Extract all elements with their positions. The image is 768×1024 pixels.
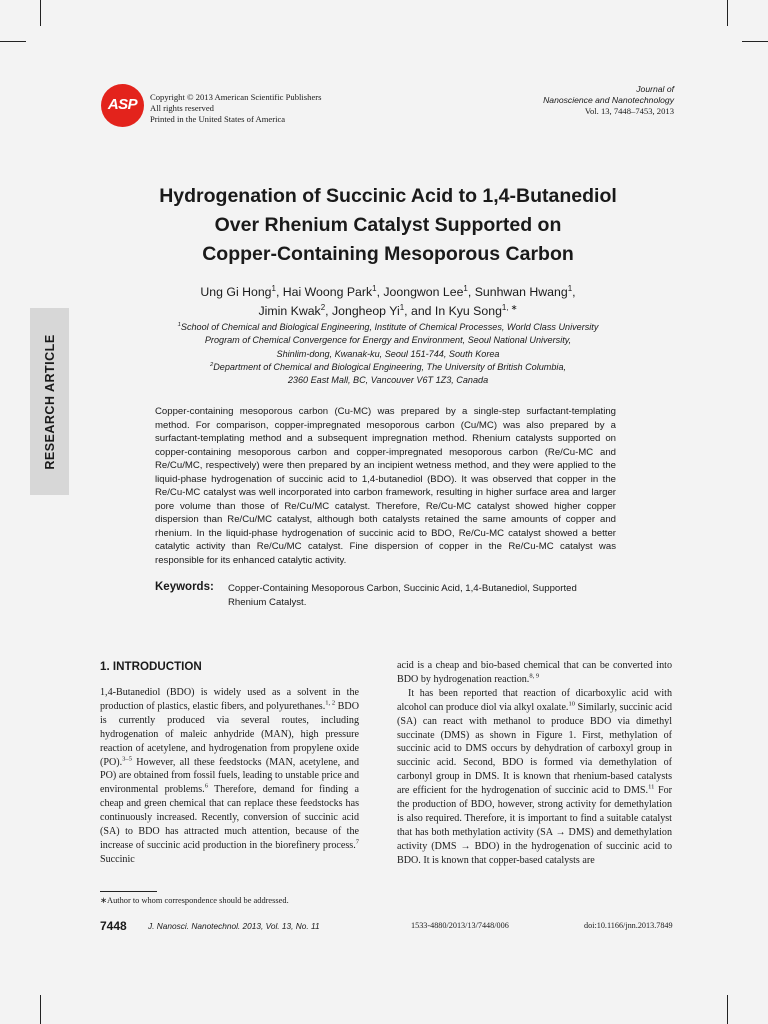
keywords-text: Copper-Containing Mesoporous Carbon, Succinic Acid, 1,4-Butanediol, Supported Rhenium Catalyst.: [228, 583, 577, 608]
body-column-left: 1,4-Butanediol (BDO) is widely used as a solvent in the production of plastics, elastic fibers, and polyurethanes.$^{1, 2}$ BDO is currently produced via several routes, including hydrogenation of maleic anhydride (MAN), high pressure reaction of acetylene, and hydrogenation from propylene oxide (PO).$^{3-5}$ However, all these feedstocks (MAN, acetylene, and PO) are obtained from fossil fuels, leading to unstable price and environmental problems.$^6$ Therefore, demand for finding a cheap and green chemical that can replace these feedstocks has continuously increased. Recently, conversion of succinic acid (SA) to BDO has attracted much attention, because of the increase of succinic acid production in the biorefinery process.$^7$ Succinic: [100, 687, 359, 865]
title-line: Copper-Containing Mesoporous Carbon: [202, 243, 574, 265]
copyright-line: Copyright © 2013 American Scientific Publishers: [150, 92, 322, 102]
section-heading: 1. INTRODUCTION: [100, 660, 202, 673]
printed-line: Printed in the United States of America: [150, 114, 286, 124]
journal-block: [543, 84, 674, 117]
publisher-logo: ASP: [101, 84, 144, 127]
footer-doi: doi:10.1166/jnn.2013.7849: [584, 921, 673, 930]
footnote-rule: [100, 891, 157, 892]
title-line: Hydrogenation of Succinic Acid to 1,4-Butanediol: [159, 185, 617, 207]
author-list: Ung Gi Hong$^1$, Hai Woong Park$^1$, Joongwon Lee$^1$, Sunhwan Hwang$^1$, Jimin Kwak$^2$, Jongheop Yi$^1$, and In Kyu Song$^{1, ∗}$: [200, 283, 576, 318]
page-number: 7448: [100, 919, 127, 933]
title-line: Over Rhenium Catalyst Supported on: [214, 214, 562, 236]
footer-journal: J. Nanosci. Nanotechnol. 2013, Vol. 13, No. 11: [148, 921, 320, 931]
crop-mark: [40, 995, 41, 1024]
body-column-right: acid is a cheap and bio-based chemical that can be converted into BDO by hydrogenation reaction.$^{8, 9}$ It has been reported that reaction of dicarboxylic acid with alcohol can produce diol via alkyl oxalate.$^{10}$ Similarly, succinic acid (SA) can react with methanol to produce BDO via dimethyl succinate (DMS) as shown in Figure 1. First, methylation of succinic acid to DMS occurs by dehydration of carboxyl group in succinic acid. Second, BDO is formed via demethylation of carbonyl group in DMS. It is known that rhenium-based catalysts are efficient for the hydrogenation of succinic acid to DMS.$^{11}$ For the production of BDO, however, strong activity for demethylation is also required. Therefore, it is important to find a suitable catalyst that has both methylation activity (SA → DMS) and demethylation activity (DMS → BDO) in the hydrogenation of succinic acid to BDO. It is known that copper-based catalysts are: [397, 660, 672, 866]
abstract: Copper-containing mesoporous carbon (Cu-MC) was prepared by a single-step surfactant-templating method. For comparison, copper-impregnated mesoporous carbon (Cu/MC) was also prepared by a surfactant-templating method and a subsequent impregnation method. Rhenium catalysts supported on copper-containing mesoporous carbon and copper-impregnated mesoporous carbon (Re/Cu-MC and Re/Cu/MC, respectively) were then prepared by an incipient wetness method, and they were applied to the liquid-phase hydrogenation of succinic acid to 1,4-butanediol (BDO). It was observed that copper in the Re/Cu-MC catalyst was well incorporated into carbon framework, resulting in higher surface area and larger pore volume than those of Re/Cu/MC catalyst. Therefore, Re/Cu-MC catalyst showed higher copper dispersion than Re/Cu/MC catalyst, although both catalysts retained the same amounts of copper and rhenium. In the liquid-phase hydrogenation of succinic acid to BDO, Re/Cu-MC catalyst showed a better catalytic activity than Re/Cu/MC catalyst. Fine dispersion of copper in the Re/Cu-MC catalyst was responsible for its enhanced catalytic activity.: [155, 406, 616, 566]
crop-mark: [727, 995, 728, 1024]
article-title: [100, 182, 676, 269]
keywords-label: Keywords:: [155, 581, 214, 593]
crop-mark: [742, 41, 768, 42]
crop-mark: [727, 0, 728, 26]
footnote: ∗Author to whom correspondence should be addressed.: [100, 896, 289, 905]
keywords: [155, 582, 616, 609]
affiliations: $^1$School of Chemical and Biological Engineering, Institute of Chemical Processes, World Class University Program of Chemical Convergence for Energy and Environment, Seoul National University, Shinlim-dong, Kwanak-ku, Seoul 151-744, South Korea $^2$Department of Chemical and Biological Engineering, The University of British Columbia, 2360 East Mall, BC, Vancouver V6T 1Z3, Canada: [177, 321, 599, 386]
rights-line: All rights reserved: [150, 103, 214, 113]
crop-mark: [40, 0, 41, 26]
journal-name-line1: Journal of: [636, 84, 674, 94]
volume-info: Vol. 13, 7448–7453, 2013: [584, 106, 674, 116]
research-article-tab: RESEARCH ARTICLE: [30, 308, 69, 495]
crop-mark: [0, 41, 26, 42]
journal-name-line2: Nanoscience and Nanotechnology: [543, 95, 674, 105]
copyright-block: [150, 92, 321, 125]
footer-issn: 1533-4880/2013/13/7448/006: [411, 921, 509, 930]
